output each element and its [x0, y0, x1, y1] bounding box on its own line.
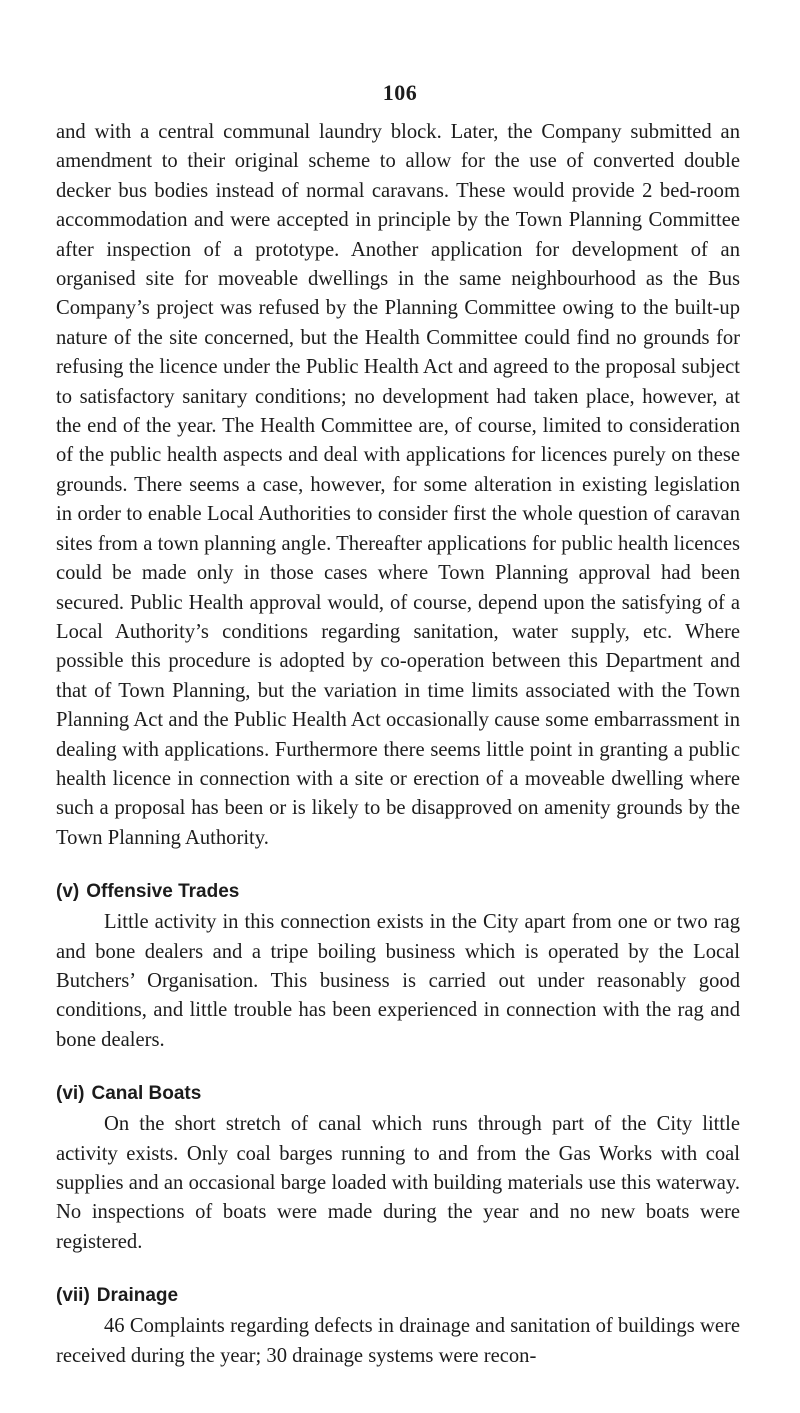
page-number: 106: [382, 80, 418, 105]
section-number: (vi): [56, 1083, 85, 1105]
section-title: Canal Boats: [91, 1083, 202, 1105]
section-heading-drainage: [56, 1282, 740, 1310]
section-number: (vii): [56, 1285, 90, 1307]
section-title: Drainage: [96, 1285, 179, 1307]
section-paragraph-drainage: 46 Complaints regarding defects in drainage and sanitation of buildings were received during the year; 30 drainage systems were recon-: [56, 1315, 740, 1367]
page-content: [56, 118, 740, 1371]
section-heading-offensive-trades: [56, 878, 740, 906]
section-number: (v): [56, 881, 80, 903]
intro-paragraph: and with a central communal laundry block. Later, the Company submitted an amendment to their original scheme to allow for the use of converted double decker bus bodies instead of normal caravans. These would provide 2 bed-room accommodation and were accepted in principle by the Town Planning Committee after inspection of a prototype. Another application for development of an organised site for moveable dwellings in the same neighbourhood as the Bus Company’s project was refused by the Planning Committee owing to the built-up nature of the site concerned, but the Health Committee could find no grounds for refusing the licence under the Public Health Act and agreed to the proposal subject to satisfactory sanitary conditions; no development had taken place, however, at the end of the year. The Health Committee are, of course, limited to consideration of the public health aspects and deal with applications for licences purely on these grounds. There seems a case, however, for some alteration in existing legislation in order to enable Local Authorities to consider first the whole question of caravan sites from a town planning angle. Thereafter applications for public health licences could be made only in those cases where Town Planning approval had been secured. Public Health approval would, of course, depend upon the satisfying of a Local Authority’s conditions regarding sanitation, water supply, etc. Where possible this procedure is adopted by co-operation between this Department and that of Town Planning, but the variation in time limits associated with the Town Planning Act and the Public Health Act occasionally cause some embarrassment in dealing with applications. Furthermore there seems little point in granting a public health licence in connection with a site or erection of a moveable dwelling where such a proposal has been or is likely to be disapproved on amenity grounds by the Town Planning Authority.: [56, 121, 740, 849]
section-heading-canal-boats: [56, 1080, 740, 1108]
section-paragraph-offensive-trades: Little activity in this connection exists in the City apart from one or two rag and bone dealers and a tripe boiling business which is operated by the Local Butchers’ Organisation. This business is carried out under reasonably good conditions, and little trouble has been experienced in connection with the rag and bone dealers.: [56, 911, 740, 1051]
section-title: Offensive Trades: [86, 881, 240, 903]
section-paragraph-canal-boats: On the short stretch of canal which runs through part of the City little activity exists. Only coal barges running to and from the Gas Works with coal supplies and an occasional barge loaded with building materials use this waterway. No inspections of boats were made during the year and no new boats were registered.: [56, 1113, 740, 1253]
